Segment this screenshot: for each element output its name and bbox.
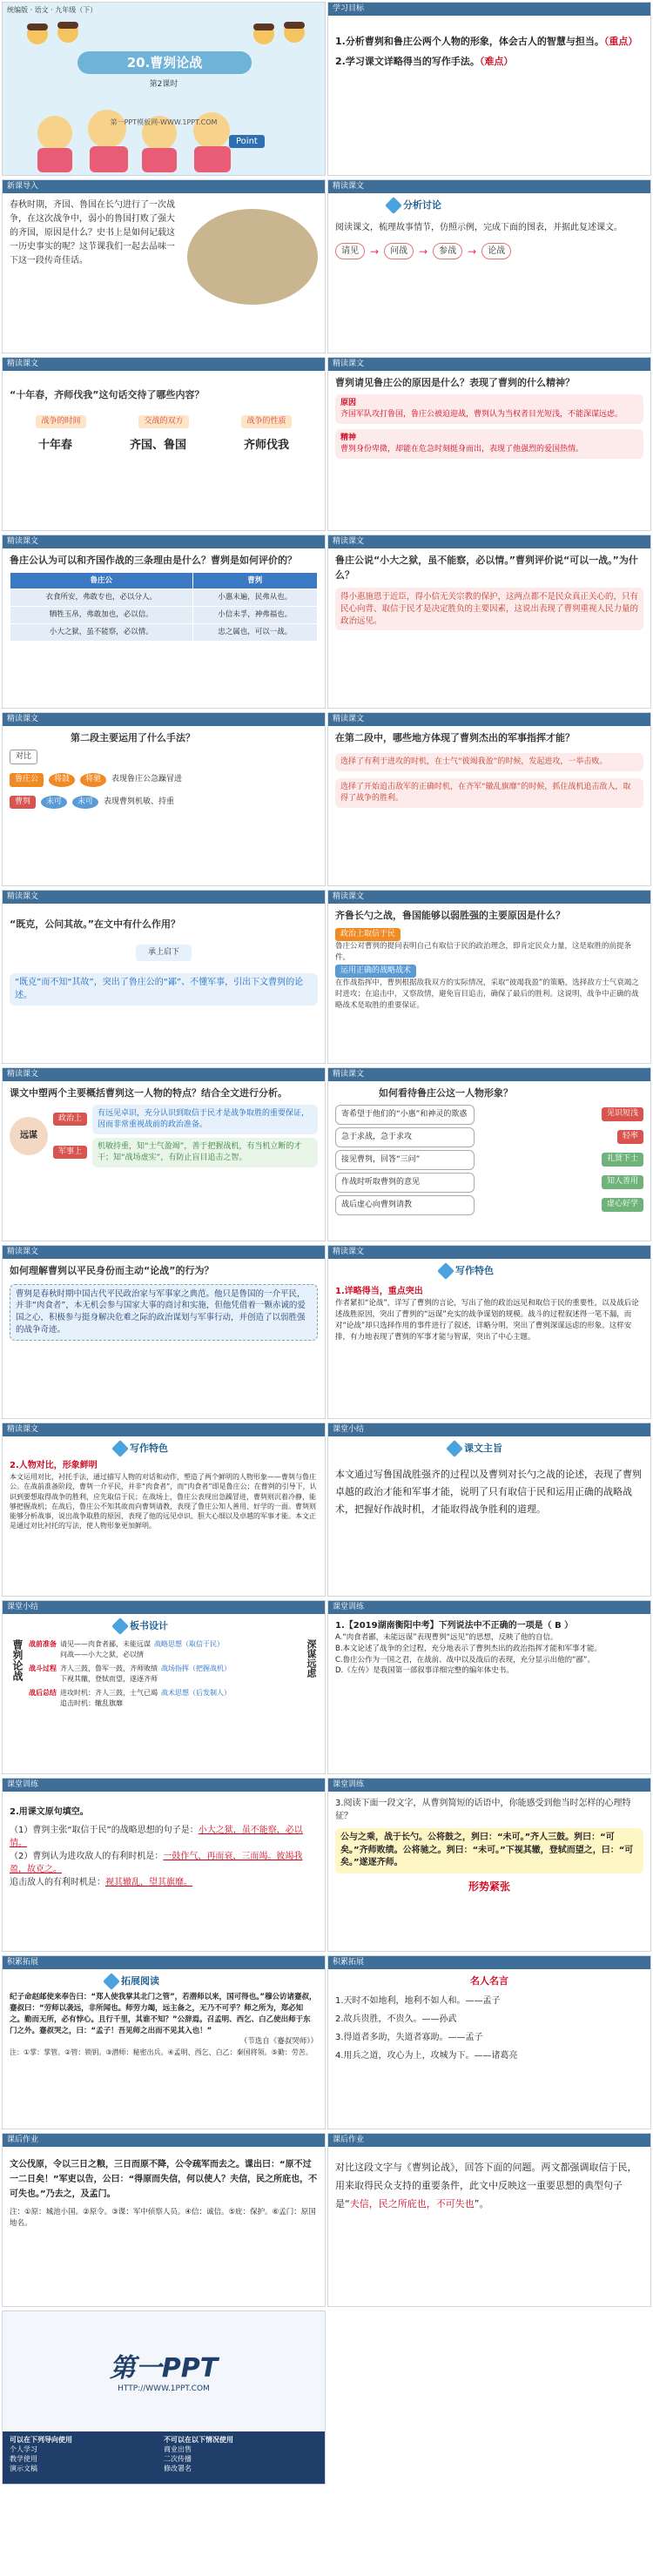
task-text: 阅读课文，梳理故事情节，仿照示例，完成下面的图表，并据此复述课文。 bbox=[335, 223, 623, 233]
value: 十年春 bbox=[37, 439, 72, 452]
question: 鲁庄公说“小大之狱，虽不能察，必以情。”曹刿评价说“可以一战。”为什么？ bbox=[335, 555, 638, 581]
quote: 1.天时不如地利，地利不如人和。——孟子 bbox=[335, 1995, 501, 2006]
quote: 2.故兵贵胜，不贵久。——孙武 bbox=[335, 2014, 457, 2024]
battle-illustration bbox=[187, 209, 318, 305]
slide-header: 精读课文 bbox=[328, 1246, 650, 1259]
slide-intro bbox=[2, 179, 326, 353]
slide-quotes bbox=[327, 1955, 651, 2129]
pen-icon bbox=[111, 1618, 129, 1635]
blank-line: 追击敌人的有利时机是：视其辙乱，望其旗靡。 bbox=[10, 1878, 192, 1887]
slide-header: 课堂小结 bbox=[3, 1601, 325, 1614]
slide-content bbox=[2, 357, 326, 531]
site-text: 第一PPT模板网-WWW.1PPT.COM bbox=[110, 118, 218, 126]
slide-commoner bbox=[2, 1245, 326, 1419]
slide-homework-1 bbox=[2, 2133, 326, 2307]
question: 如何看待鲁庄公这一人物形象？ bbox=[379, 1087, 513, 1099]
slide-header: 新课导入 bbox=[3, 180, 325, 193]
slide-header: 精读课文 bbox=[3, 1423, 325, 1436]
pen-icon bbox=[385, 197, 402, 214]
slide-header: 精读课文 bbox=[3, 1246, 325, 1259]
site-url: HTTP://WWW.1PPT.COM bbox=[118, 2384, 210, 2393]
gloss: 注：①原：城池小国。②原令。③谍：军中侦察人员。④信：诚信。⑤庇：保护。⑥孟门：原国地名。 bbox=[10, 2208, 316, 2228]
section-title: 分析讨论 bbox=[387, 198, 441, 213]
slide-contrast bbox=[2, 712, 326, 886]
arrow-icon: → bbox=[468, 245, 477, 258]
option: D.《左传》是我国第一部叙事详细完整的编年体史书。 bbox=[335, 1666, 514, 1676]
answer-tag: 承上启下 bbox=[136, 945, 192, 962]
answer: 形势紧张 bbox=[468, 1880, 510, 1893]
slide-reason bbox=[327, 357, 651, 531]
intro-text: 春秋时期，齐国、鲁国在长勺进行了一次战争，在这次战争中，弱小的鲁国打败了强大的齐国，原因是什么？史书上是如何记载这一历史事实的呢？这节课我们一起去品味一下这一段传奇佳话。 bbox=[10, 200, 175, 266]
logo: 第一PPT bbox=[109, 2353, 219, 2384]
list-item: 作战时听取曹刿的意见 知人善用 bbox=[335, 1173, 643, 1193]
kids-illustration bbox=[3, 15, 325, 50]
slide-header: 精读课文 bbox=[328, 1068, 650, 1081]
usage-allowed: 可以在下列导向使用 个人学习 教学使用 演示文稿 bbox=[10, 2436, 72, 2472]
slide-talent bbox=[327, 712, 651, 886]
section-title: 写作特色 bbox=[114, 1442, 168, 1456]
body-text: 本文通过写鲁国战胜强齐的过程以及曹刿对长勺之战的论述，表现了曹刿卓越的政治才能和军事才能，说明了只有取信于民和运用正确的战略战术，把握好作战时机，才能取得战争胜利的道理。 bbox=[335, 1469, 642, 1515]
point-badge: Point bbox=[229, 135, 265, 148]
table-row: 衣食所安，弗敢专也，必以分人。 小惠未遍，民弗从也。 bbox=[10, 589, 318, 607]
plot-flow bbox=[335, 243, 643, 259]
slide-header: 课堂训练 bbox=[328, 1779, 650, 1792]
tag: 交战的双方 bbox=[138, 415, 188, 429]
question: 1.【2019湖南衡阳中考】下列说法中不正确的一项是（ B ） bbox=[335, 1621, 574, 1631]
section-title: 拓展阅读 bbox=[105, 1974, 159, 1989]
body-text: 对比这段文字与《曹刿论战》，回答下面的问题。两文都强调取信于民，用来取得民众支持的重要条件，此文中反映这一重要思想的典型句子是“ bbox=[335, 2162, 637, 2209]
question: “既克，公问其故。”在文中有什么作用？ bbox=[10, 918, 180, 930]
question: “十年春，齐师伐我”这句话交待了哪些内容？ bbox=[10, 389, 205, 400]
slide-plot bbox=[327, 179, 651, 353]
label: 政治上取信于民 bbox=[335, 928, 401, 942]
slide-reading bbox=[2, 1955, 326, 2129]
slide-effect bbox=[2, 890, 326, 1064]
quote: 3.得道者多助，失道者寡助。——孟子 bbox=[335, 2032, 483, 2042]
title-banner: 20.曹刿论战 bbox=[77, 51, 252, 74]
contrast-row: 鲁庄公 将鼓 将驰 表现鲁庄公急躁冒进 bbox=[10, 773, 318, 787]
section-title: 名人名言 bbox=[470, 1975, 508, 1987]
list-item: 急于求战，急于求攻 轻率 bbox=[335, 1127, 643, 1147]
slide-title bbox=[2, 2, 326, 176]
answer-box: 精神 曹刿身份卑微，却能在危急时刻挺身而出，表现了他强烈的爱国热情。 bbox=[335, 429, 643, 459]
option: C.鲁庄公作为一国之君，在战前、战中以及战后的表现，充分显示出他的“鄙”。 bbox=[335, 1655, 595, 1665]
body-text: 作者紧扣“论战”，详写了曹刿的言论，写出了他的政治远见和取信于民的重要性，以及战后论述战胜原因，突出了曹刿的“远谋”充实的战争谋划的规模。战斗的过程叙述得一笔不漏，而对“论战”却只选择作用的事件进行了叙述，详略分明，突出了曹刿深谋远虑的形象。这样安排，有力地表现了曹刿的军事才能与智谋，突出了中心主题。 bbox=[335, 1299, 639, 1342]
contrast-row: 曹刿 未可 未可 表现曹刿机敏、持重 bbox=[10, 796, 318, 810]
section-title: 写作特色 bbox=[440, 1264, 494, 1279]
slide-why bbox=[327, 535, 651, 709]
subheading: 2.人物对比，形象鲜明 bbox=[10, 1461, 98, 1471]
slide-header: 积累拓展 bbox=[328, 1956, 650, 1969]
answer-box: 选择了有利于进攻的时机，在士气“彼竭我盈”的时候，发起进攻，一举击败。 bbox=[335, 753, 643, 771]
slide-homework-2: 课后作业 对比这段文字与《曹刿论战》，回答下面的问题。两文都强调取信于民，用来取得民众支持的重要条件，此文中反映这一重要思想的典型句子是“夫信，民之所庇也，不可失也”。 bbox=[327, 2133, 651, 2307]
subtitle: 第2课时 bbox=[149, 80, 178, 89]
slide-header: 课堂训练 bbox=[3, 1779, 325, 1792]
question: 如何理解曹刿以平民身份而主动“论战”的行为？ bbox=[10, 1265, 214, 1276]
source: （节选自《蹇叔哭师》） bbox=[239, 2037, 318, 2047]
blank-line: （2）曹刿认为进攻敌人的有利时机是：一鼓作气，再而衰，三而竭。彼竭我盈，故克之。 bbox=[10, 1852, 303, 1874]
question: 第二段主要运用了什么手法？ bbox=[71, 732, 195, 743]
label: 对比 bbox=[10, 750, 37, 765]
kids-illustration-bottom bbox=[3, 94, 325, 172]
pen-icon bbox=[103, 1973, 120, 1990]
list-item: 寄希望于他们的“小惠”和神灵的欺惑 见识短浅 bbox=[335, 1105, 643, 1125]
flow-step: 问战 bbox=[384, 243, 414, 259]
slide-header: 积累拓展 bbox=[3, 1956, 325, 1969]
slide-character: 精读课文 课文中塑两个主要概括曹刿这一人物的特点？结合全文进行分析。 远谋 政治上 有远见卓识，充分认识到取信于民才是战争取胜的重要保证，因而非常重视战前的政治准备。 军事上 机敏持重，知“士气盈竭”，善于把握战机，有当机立断的才干；知“战场虚实”，有防止盲目追击之智。 bbox=[2, 1067, 326, 1241]
slide-exercise-2 bbox=[2, 1778, 326, 1952]
section-title: 课文主旨 bbox=[448, 1442, 502, 1456]
question: 3.阅读下面一段文字，从曹刿简短的话语中，你能感受到他当时怎样的心理特征？ bbox=[335, 1799, 631, 1821]
slide-header: 精读课文 bbox=[3, 891, 325, 904]
gloss: 注：①掌：掌管。②管：锁钥。③潜师：秘密出兵。④孟明、西乞、白乙：秦国将领。⑤勤：劳苦。 bbox=[10, 2048, 313, 2056]
answer-box: 选择了开始追击敌军的正确时机，在齐军“辙乱旗靡”的时候，抓住战机追击敌人，取得了战争的胜利。 bbox=[335, 778, 643, 808]
passage: 文公伐原，令以三日之粮，三日而原不降，公令疏军而去之。谍出曰：“原不过一二日矣！”军吏以告，公曰：“得原而失信，何以使人？夫信，民之所庇也，不可失也。”乃去之，及孟门。 bbox=[10, 2160, 318, 2199]
answer-text: 在作战指挥中，曹刿根据敌我双方的实际情况，采取“彼竭我盈”的策略，选择敌方士气衰竭之时进攻；在追击中，又察敌情，避免盲目追击，确保了最后的胜利。这说明，战争中正确的战略战术是取胜的重要保证。 bbox=[335, 979, 639, 1010]
goal-2: 2.学习课文详略得当的写作手法。（难点） bbox=[335, 55, 514, 67]
arrow-icon: → bbox=[419, 245, 428, 258]
slide-header: 精读课文 bbox=[328, 535, 650, 548]
quote: 4.用兵之道，攻心为上，攻城为下。——诸葛亮 bbox=[335, 2050, 518, 2061]
label: 运用正确的战略战术 bbox=[335, 965, 416, 979]
slide-duke bbox=[327, 1067, 651, 1241]
slide-header: 精读课文 bbox=[3, 713, 325, 726]
slide-header: 课后作业 bbox=[328, 2134, 650, 2147]
question: 在第二段中，哪些地方体现了曹刿杰出的军事指挥才能？ bbox=[335, 732, 575, 743]
flow-step: 参战 bbox=[433, 243, 462, 259]
slide-header: 精读课文 bbox=[328, 713, 650, 726]
reasons-table: 鲁庄公 曹刿 衣食所安，弗敢专也，必以分人。 小惠未遍，民弗从也。 牺牲玉帛，弗敢加也，必以信。 小信未孚，神弗福也。 小大之狱，虽不能察，必以情。 忠之属也，可以一战。 bbox=[10, 572, 318, 642]
pen-icon bbox=[437, 1262, 454, 1280]
flow-step: 论战 bbox=[481, 243, 511, 259]
question: 课文中塑两个主要概括曹刿这一人物的特点？结合全文进行分析。 bbox=[10, 1087, 287, 1099]
slide-header: 精读课文 bbox=[3, 358, 325, 371]
passage: 纪子命赵邮使来奉告曰：“郑人使我掌其北门之管”，若潜师以来，国可得也。”穆公访诸蹇叔，蹇叔曰：“劳师以袭远，非所闻也。师劳力竭，远主备之，无乃不可乎？师之所为，郑必知之。勤而无所，必有悖心。且行千里，其谁不知？”公辞焉。召孟明、西乞、白乙使出师于东门之外。蹇叔哭之，曰：“孟子！吾见师之出而不见其入也！” bbox=[10, 1993, 317, 2035]
board-right: 深谋远虑 bbox=[306, 1639, 317, 1678]
center-circle: 远谋 bbox=[10, 1117, 48, 1155]
passage-box: 公与之乘，战于长勺。公将鼓之，刿曰：“未可。”齐人三鼓。刿曰：“可矣。”齐师败绩。公将驰之。刿曰：“未可。”下视其辙，登轼而望之，曰：“可矣。”遂逐齐师。 bbox=[335, 1828, 643, 1873]
slide-board: 课堂小结 板书设计 曹刿论战 战前准备 请见——肉食者鄙，未能远谋 问战——小大之狱，必以情 战略思想（取信于民） 战斗过程 齐人三鼓，鲁军一鼓，齐师败绩 下视其辙，登轼而望，遂逐齐师 战场指挥（把握战机） 战后总结 进攻时机：齐人三鼓，士气已竭 追击时机：辙乱旗靡 战术思想（后发制人） 深谋远虑 bbox=[2, 1600, 326, 1774]
slide-exercise-1 bbox=[327, 1600, 651, 1774]
slide-header: 精读课文 bbox=[328, 358, 650, 371]
slide-header: 课后作业 bbox=[3, 2134, 325, 2147]
usage-denied: 不可以在以下情况使用 商业出售 二次传播 修改署名 bbox=[164, 2436, 233, 2472]
slide-end bbox=[2, 2310, 326, 2485]
question: 鲁庄公认为可以和齐国作战的三条理由是什么？曹刿是如何评价的？ bbox=[10, 555, 297, 566]
slide-header: 精读课文 bbox=[3, 535, 325, 548]
slide-header: 精读课文 bbox=[3, 1068, 325, 1081]
body-text: 本文运用对比，衬托手法，通过描写人物的对话和动作，塑造了两个鲜明的人物形象——曹刿与鲁庄公。在战前准备阶段，曹刿一介平民，并非“肉食者”，而“肉食者”即是鲁庄公；在曹刿的引导下，认识到要想取得战争的胜利，应先取信于民；在战场上，鲁庄公表现出急躁冒进，曹刿则沉着冷静，能够把握战机；在战后，鲁庄公不知其故而向曹刿请教，表现了鲁庄公知人善用、好学的一面。曹刿则能够分析战事，说出战争取胜的原因，表现了他的远见卓识、胆大心细以及卓越的军事才能。本文正是通过对比衬托的写法，使人物形象更加鲜明。 bbox=[10, 1473, 317, 1530]
board-left: 曹刿论战 bbox=[11, 1639, 24, 1682]
slide-theme bbox=[327, 1423, 651, 1597]
flow-step: 请见 bbox=[335, 243, 365, 259]
pen-icon bbox=[446, 1440, 463, 1457]
slide-header: 课堂小结 bbox=[328, 1423, 650, 1436]
option: A.“肉食者鄙，未能远谋”表现曹刿“远见”的思想，反映了他的自信。 bbox=[335, 1633, 558, 1642]
value: 齐国、鲁国 bbox=[129, 439, 186, 452]
slide-goals bbox=[327, 2, 651, 176]
answer-box: “既克”而不知“其故”，突出了鲁庄公的“鄙”、不懂军事，引出下文曹刿的论述。 bbox=[10, 973, 318, 1006]
question: 2.用课文原句填空。 bbox=[10, 1807, 89, 1817]
slide-writing-1 bbox=[327, 1245, 651, 1419]
series-header: 统编版 · 语文 · 九年级（下） bbox=[7, 6, 98, 14]
slide-header: 学习目标 bbox=[328, 3, 650, 16]
slide-writing-2 bbox=[2, 1423, 326, 1597]
slide-header: 精读课文 bbox=[328, 891, 650, 904]
slide-table bbox=[2, 535, 326, 709]
slide-header: 精读课文 bbox=[328, 180, 650, 193]
answer-box: 得小惠施恩于近臣，得小信无关宗教的保护，这两点都不是民众真正关心的，只有民心向背、取信于民才是决定胜负的主要因素，这说出表现了曹刿重视人民力量的政治远见。 bbox=[335, 588, 643, 630]
pen-icon bbox=[111, 1440, 129, 1457]
arrow-icon: → bbox=[370, 245, 380, 258]
question: 齐鲁长勺之战，鲁国能够以弱胜强的主要原因是什么？ bbox=[335, 910, 565, 921]
answer-box: 原因 齐国军队攻打鲁国，鲁庄公被迫迎战，曹刿认为当权者目光短浅，不能深谋远虑。 bbox=[335, 394, 643, 424]
answer: 夫信，民之所庇也，不可失也 bbox=[349, 2197, 475, 2209]
value-row bbox=[10, 437, 318, 454]
tag-row bbox=[10, 415, 318, 429]
section-title: 板书设计 bbox=[114, 1619, 168, 1634]
subheading: 1.详略得当，重点突出 bbox=[335, 1287, 423, 1297]
question: 曹刿请见鲁庄公的原因是什么？表现了曹刿的什么精神？ bbox=[335, 377, 575, 388]
option: B.本文论述了战争的全过程，充分地表示了曹刿杰出的政治指挥才能和军事才能。 bbox=[335, 1644, 603, 1653]
list-item: 战后虚心向曹刿请教 虚心好学 bbox=[335, 1195, 643, 1215]
slide-exercise-3 bbox=[327, 1778, 651, 1952]
goal-1: 1.分析曹刿和鲁庄公两个人物的形象，体会古人的智慧与担当。（重点） bbox=[335, 36, 638, 47]
slide-victory bbox=[327, 890, 651, 1064]
answer-box: 曹刿是春秋时期中国古代平民政治家与军事家之典范。他只是鲁国的一介平民，并非“肉食者”，本无机会参与国家大事的商讨和实施，但他凭借着一颗赤诚的爱国之心，积极参与挺身解决危难之际的政治谋划与军事行动，并创造了以弱胜强的战争奇迹。 bbox=[10, 1284, 318, 1341]
blank-line: （1）曹刿主张“取信于民”的战略思想的句子是：小大之狱，虽不能察，必以情。 bbox=[10, 1826, 303, 1848]
answer-text: 鲁庄公对曹刿的提问表明自己有取信于民的政治理念，即肯定民众力量，这是取胜的前提条件。 bbox=[335, 942, 632, 962]
tag: 战争的时间 bbox=[36, 415, 85, 429]
table-row: 牺牲玉帛，弗敢加也，必以信。 小信未孚，神弗福也。 bbox=[10, 607, 318, 624]
tag: 战争的性质 bbox=[241, 415, 291, 429]
slide-header: 课堂训练 bbox=[328, 1601, 650, 1614]
table-row: 小大之狱，虽不能察，必以情。 忠之属也，可以一战。 bbox=[10, 623, 318, 641]
list-item: 接见曹刿，回答“三问” 礼贤下士 bbox=[335, 1150, 643, 1170]
value: 齐师伐我 bbox=[243, 439, 289, 452]
